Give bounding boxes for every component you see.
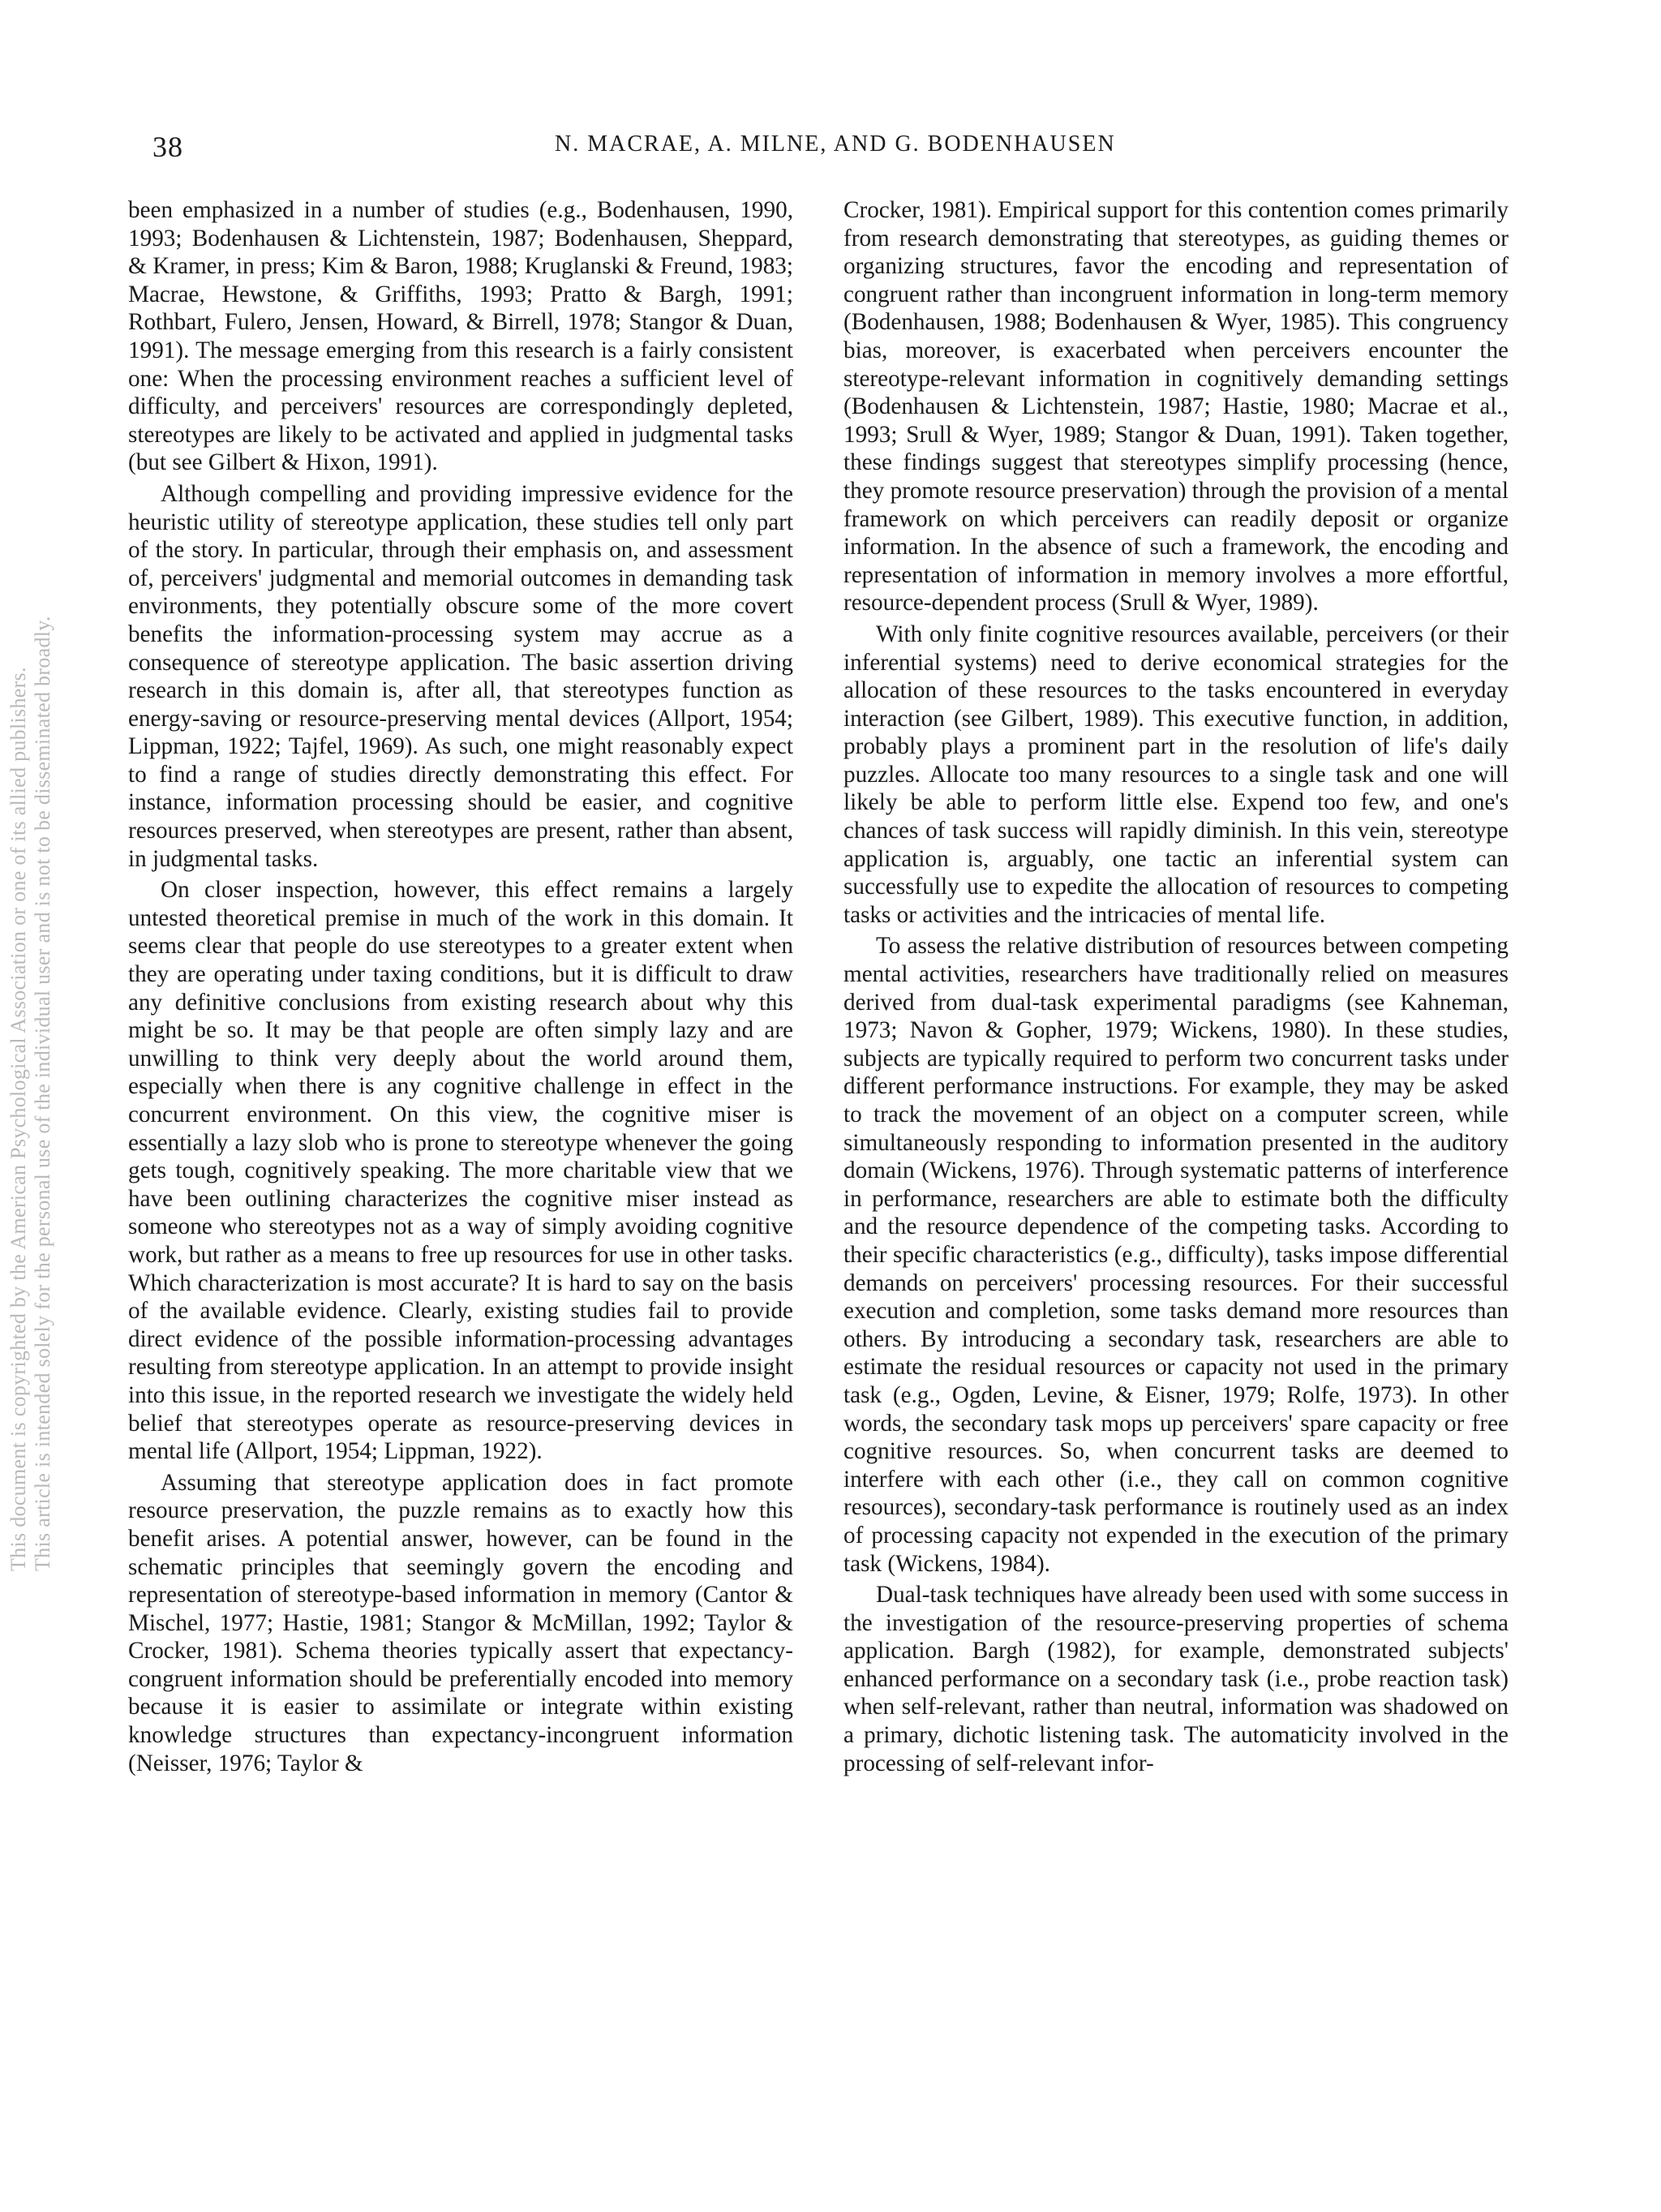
copyright-watermark [0,208,54,1571]
paragraph: been emphasized in a number of studies (e.g., Bodenhausen, 1990, 1993; Bodenhausen & Lichtenstein, 1987; Bodenhausen, Sheppard, & Kramer, in press; Kim & Baron, 1988; Kruglanski & Freund, 1983; Macrae, Hewstone, & Griffiths, 1993; Pratto & Bargh, 1991; Rothbart, Fulero, Jensen, Howard, & Birrell, 1978; Stangor & Duan, 1991). The message emerging from this research is a fairly consistent one: When the processing environment reaches a sufficient level of difficulty, and perceivers' resources are correspondingly depleted, stereotypes are likely to be activated and applied in judgmental tasks (but see Gilbert & Hixon, 1991). [128,197,793,476]
watermark-line-2: This article is intended solely for the personal use of the individual user and is not to be disseminated broadly. [31,616,54,1571]
paragraph: Although compelling and providing impressive evidence for the heuristic utility of stereotype application, these studies tell only part of the story. In particular, through their emphasis on, and assessment of, perceivers' judgmental and memorial outcomes in demanding task environments, they potentially obscure some of the more covert benefits the information-processing system may accrue as a consequence of stereotype application. The basic assertion driving research in this domain is, after all, that stereotypes function as energy-saving or resource-preserving mental devices (Allport, 1954; Lippman, 1922; Tajfel, 1969). As such, one might reasonably expect to find a range of studies directly demonstrating this effect. For instance, information processing should be easier, and cognitive resources preserved, when stereotypes are present, rather than absent, in judgmental tasks. [128,480,793,872]
paragraph: Assuming that stereotype application does in fact promote resource preservation, the puzzle remains as to exactly how this benefit arises. A potential answer, however, can be found in the schematic principles that seemingly govern the encoding and representation of stereotype-based information in memory (Cantor & Mischel, 1977; Hastie, 1981; Stangor & McMillan, 1992; Taylor & Crocker, 1981). Schema theories typically assert that expectancy-congruent information should be preferentially encoded into memory because it is easier to assimilate or integrate within existing knowledge structures than expectancy-incongruent information (Neisser, 1976; Taylor & [128,1469,793,1776]
right-column [843,196,1509,1777]
left-column [128,196,793,1777]
paragraph: On closer inspection, however, this effect remains a largely untested theoretical premise in much of the work in this domain. It seems clear that people do use stereotypes to a greater extent when they are operating under taxing conditions, but it is difficult to draw any definitive conclusions from existing research about why this might be so. It may be that people are often simply lazy and are unwilling to think very deeply about the world around them, especially when there is any cognitive challenge in effect in the concurrent environment. On this view, the cognitive miser is essentially a lazy slob who is prone to stereotype whenever the going gets tough, cognitively speaking. The more charitable view that we have been outlining characterizes the cognitive miser instead as someone who stereotypes not as a way of simply avoiding cognitive work, but rather as a means to free up resources for use in other tasks. Which characterization is most accurate? It is hard to say on the basis of the available evidence. Clearly, existing studies fail to provide direct evidence of the possible information-processing advantages resulting from stereotype application. In an attempt to provide insight into this issue, in the reported research we investigate the widely held belief that stereotypes operate as resource-preserving devices in mental life (Allport, 1954; Lippman, 1922). [128,877,793,1465]
page-header [130,130,1557,170]
paragraph: With only finite cognitive resources available, perceivers (or their inferential systems) need to derive economical strategies for the allocation of these resources to the tasks encountered in everyday interaction (see Gilbert, 1989). This executive function, in addition, probably plays a prominent part in the resolution of life's daily puzzles. Allocate too many resources to a single task and one will likely be able to perform little else. Expend too few, and one's chances of task success will rapidly diminish. In this vein, stereotype application is, arguably, one tactic an inferential system can successfully use to expedite the allocation of resources to competing tasks or activities and the intricacies of mental life. [843,621,1509,928]
running-head: N. MACRAE, A. MILNE, AND G. BODENHAUSEN [555,131,1116,157]
watermark-line-1: This document is copyrighted by the American Psychological Association or one of its allied publishers. [6,667,30,1571]
paragraph: Crocker, 1981). Empirical support for this contention comes primarily from research demonstrating that stereotypes, as guiding themes or organizing structures, favor the encoding and representation of congruent rather than incongruent information in long-term memory (Bodenhausen, 1988; Bodenhausen & Wyer, 1985). This congruency bias, moreover, is exacerbated when perceivers encounter the stereotype-relevant information in cognitively demanding settings (Bodenhausen & Lichtenstein, 1987; Hastie, 1980; Macrae et al., 1993; Srull & Wyer, 1989; Stangor & Duan, 1991). Taken together, these findings suggest that stereotypes simplify processing (hence, they promote resource preservation) through the provision of a mental framework on which perceivers can readily deposit or organize information. In the absence of such a framework, the encoding and representation of information in memory involves a more effortful, resource-dependent process (Srull & Wyer, 1989). [843,197,1509,616]
paragraph: To assess the relative distribution of resources between competing mental activities, researchers have traditionally relied on measures derived from dual-task experimental paradigms (see Kahneman, 1973; Navon & Gopher, 1979; Wickens, 1980). In these studies, subjects are typically required to perform two concurrent tasks under different performance instructions. For example, they may be asked to track the movement of an object on a computer screen, while simultaneously responding to information presented in the auditory domain (Wickens, 1976). Through systematic patterns of interference in performance, researchers are able to estimate both the difficulty and the resource dependence of the competing tasks. According to their specific characteristics (e.g., difficulty), tasks impose differential demands on perceivers' processing resources. For their successful execution and completion, some tasks demand more resources than others. By introducing a secondary task, researchers are able to estimate the residual resources or capacity not used in the primary task (e.g., Ogden, Levine, & Eisner, 1979; Rolfe, 1973). In other words, the secondary task mops up perceivers' spare capacity or free cognitive resources. So, when concurrent tasks are deemed to interfere with each other (i.e., they call on common cognitive resources), secondary-task performance is routinely used as an index of processing capacity not expended in the execution of the primary task (Wickens, 1984). [843,933,1509,1577]
page-number: 38 [152,131,183,163]
paragraph: Dual-task techniques have already been used with some success in the investigation of the resource-preserving properties of schema application. Bargh (1982), for example, demonstrated subjects' enhanced performance on a secondary task (i.e., probe reaction task) when self-relevant, rather than neutral, information was shadowed on a primary, dichotic listening task. The automaticity involved in the processing of self-relevant infor- [843,1582,1509,1776]
